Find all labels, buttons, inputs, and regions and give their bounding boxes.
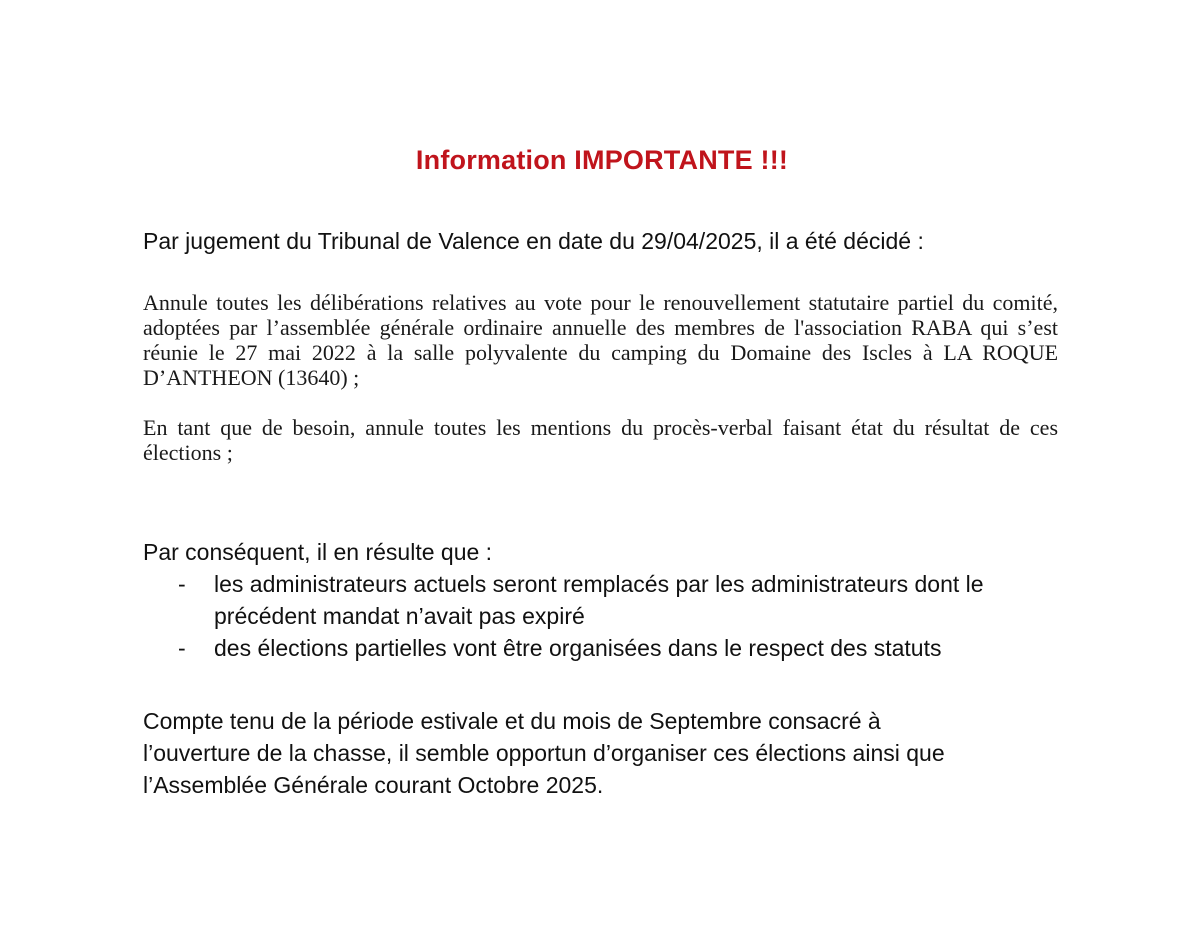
excerpt-line: En tant que de besoin, annule toutes les mentions du procès-verbal faisant état du xyxy=(143,415,915,440)
excerpt-line: Annule toutes les délibérations relatives au vote pour le renouvellement statutaire xyxy=(143,290,890,315)
excerpt-paragraph-1 xyxy=(143,290,1058,390)
excerpt-line: camping du Domaine des Iscles à LA ROQUE D’ANTHEON (13640) ; xyxy=(143,340,1059,390)
page-title: Information IMPORTANTE !!! xyxy=(415,145,789,175)
closing-line: l’ouverture de la chasse, il semble opportun d’organiser ces élections ainsi que xyxy=(143,740,945,766)
list-item xyxy=(143,632,1073,664)
list-item-text: des élections partielles vont être organisées dans le respect des statuts xyxy=(214,635,942,661)
excerpt-line: partiel du comité, adoptées par l’assemblée générale ordinaire annuelle des membres xyxy=(143,290,1059,340)
bullet-dash: - xyxy=(178,635,186,661)
judgment-excerpt xyxy=(143,290,1058,465)
excerpt-line: de l'association RABA qui s’est réunie le 27 mai 2022 à la salle polyvalente du xyxy=(143,315,1058,365)
bullet-dash: - xyxy=(178,571,186,597)
list-item xyxy=(143,568,1073,632)
excerpt-paragraph-2 xyxy=(143,415,1058,465)
judgment-intro: Par jugement du Tribunal de Valence en date du 29/04/2025, il a été décidé : xyxy=(143,228,924,254)
consequence-lead: Par conséquent, il en résulte que : xyxy=(143,539,493,565)
closing-line: Compte tenu de la période estivale et du mois de Septembre consacré à xyxy=(143,708,881,734)
closing-line: l’Assemblée Générale courant Octobre 2025. xyxy=(143,772,604,798)
list-item-text: les administrateurs actuels seront remplacés par les administrateurs dont le précédent mandat n’avait pas expiré xyxy=(214,571,984,629)
closing-paragraph xyxy=(143,705,1063,801)
consequence-list xyxy=(143,568,1073,664)
consequence-section xyxy=(143,536,1073,664)
excerpt-line: résultat de ces élections ; xyxy=(143,415,1059,465)
